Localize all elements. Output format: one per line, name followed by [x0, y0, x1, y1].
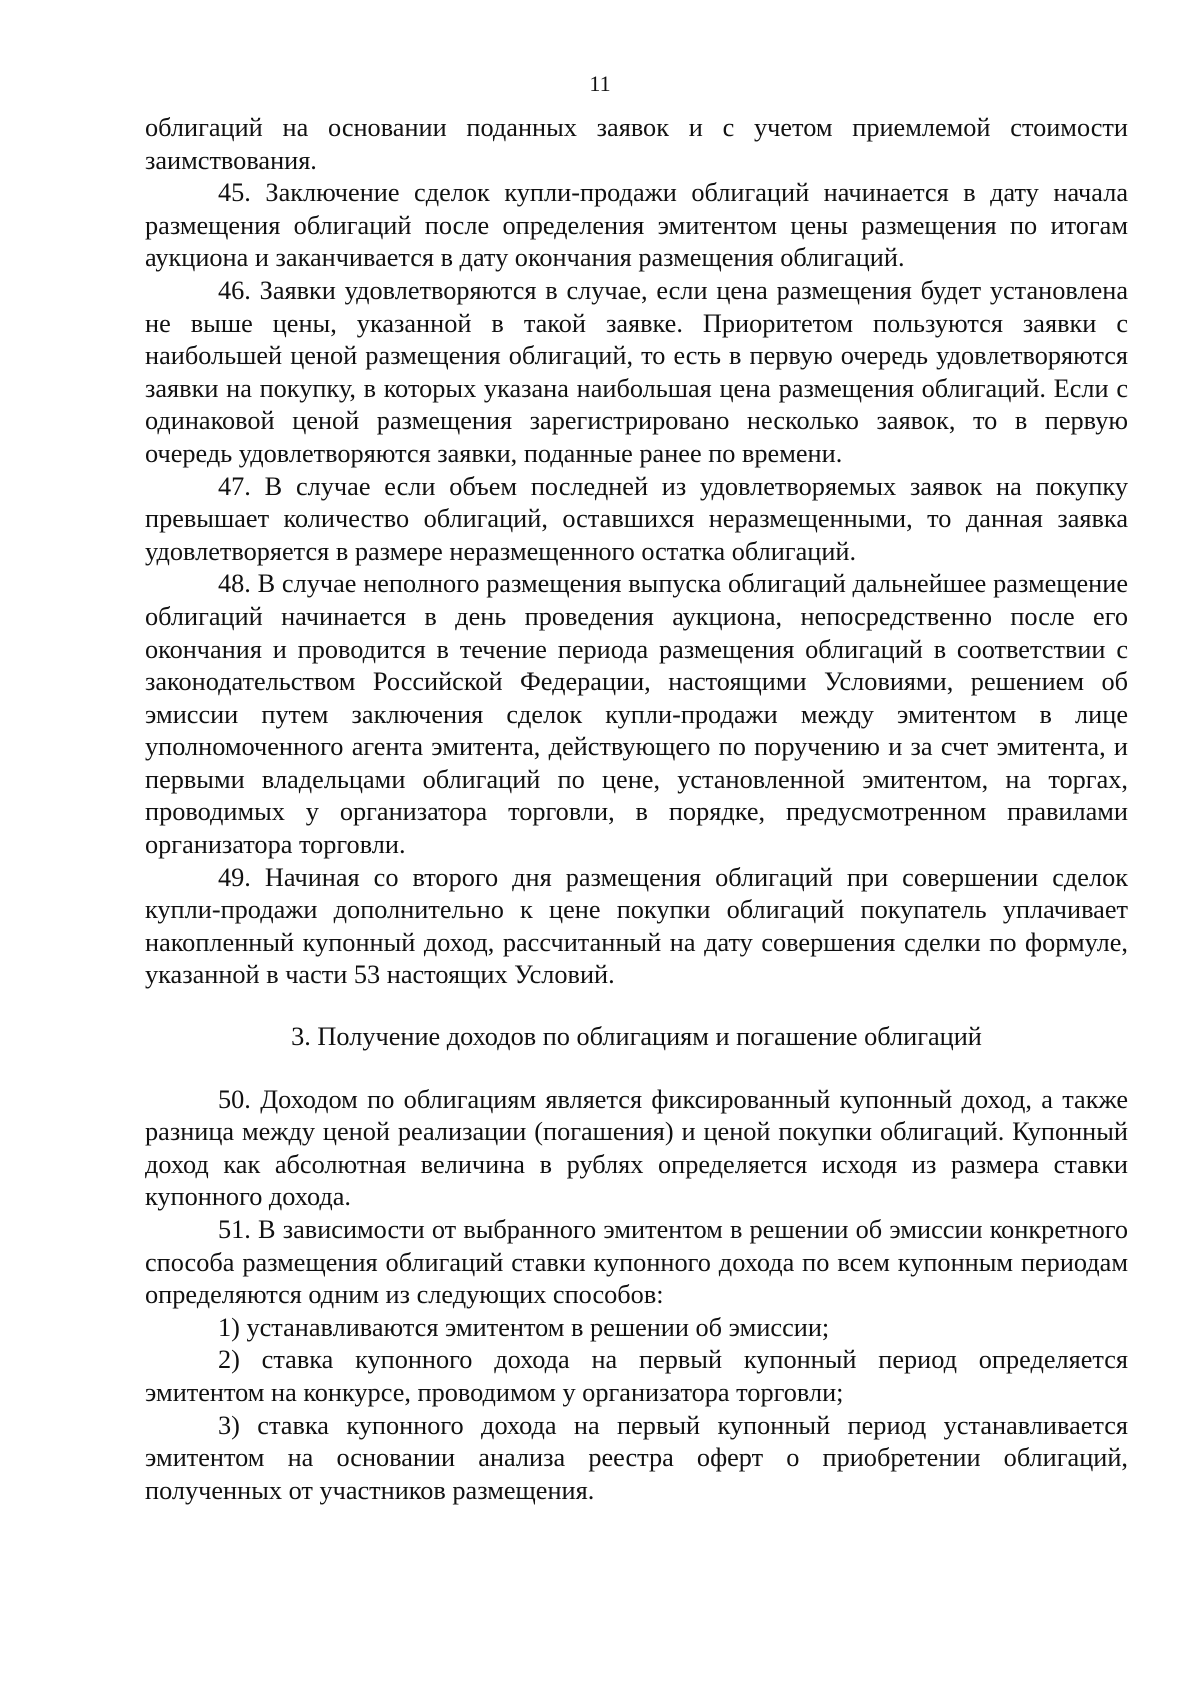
paragraph-45: 45. Заключение сделок купли-продажи облигаций начинается в дату начала размещения облигаций после определения эмитентом цены размещения по итогам аукциона и заканчивается в дату окончания размещения облигаций. — [145, 178, 1128, 273]
paragraph-46: 46. Заявки удовлетворяются в случае, если цена размещения будет установлена не выше цены, указанной в такой заявке. Приоритетом пользуются заявки с наибольшей ценой размещения облигаций, то есть в первую очередь удовлетворяются заявки на покупку, в которых указана наибольшая цена размещения облигаций. Если с одинаковой ценой размещения зарегистрировано несколько заявок, то в первую очередь удовлетворяются заявки, поданные ранее по времени. — [145, 275, 1128, 468]
list-item-2: 2) ставка купонного дохода на первый купонный период определяется эмитентом на конкурсе, проводимом у организатора торговли; — [145, 1345, 1128, 1407]
paragraph-49: 49. Начиная со второго дня размещения облигаций при совершении сделок купли-продажи дополнительно к цене покупки облигаций покупатель уплачивает накопленный купонный доход, рассчитанный на дату совершения сделки по формуле, указанной в части 53 настоящих Условий. — [145, 862, 1128, 990]
list-item-3: 3) ставка купонного дохода на первый купонный период устанавливается эмитентом на основании анализа реестра оферт о приобретении облигаций, полученных от участников размещения. — [145, 1410, 1128, 1505]
page-number: 11 — [589, 71, 611, 96]
paragraph-51: 51. В зависимости от выбранного эмитентом в решении об эмиссии конкретного способа размещения облигаций ставки купонного дохода по всем купонным периодам определяются одним из следующих способов: — [145, 1215, 1128, 1310]
paragraph-continuation: облигаций на основании поданных заявок и с учетом приемлемой стоимости заимствования. — [145, 113, 1128, 175]
list-item-1: 1) устанавливаются эмитентом в решении об эмиссии; — [218, 1312, 830, 1342]
paragraph-47: 47. В случае если объем последней из удовлетворяемых заявок на покупку превышает количество облигаций, оставшихся неразмещенными, то данная заявка удовлетворяется в размере неразмещенного остатка облигаций. — [145, 471, 1128, 566]
document-body — [145, 112, 1128, 1507]
paragraph-50: 50. Доходом по облигациям является фиксированный купонный доход, а также разница между ценой реализации (погашения) и ценой покупки облигаций. Купонный доход как абсолютная величина в рублях определяется исходя из размера ставки купонного дохода. — [145, 1084, 1128, 1212]
section-heading: 3. Получение доходов по облигациям и погашение облигаций — [291, 1022, 982, 1052]
paragraph-48: 48. В случае неполного размещения выпуска облигаций дальнейшее размещение облигаций начинается в день проведения аукциона, непосредственно после его окончания и проводится в течение периода размещения облигаций в соответствии с законодательством Российской Федерации, настоящими Условиями, решением об эмиссии путем заключения сделок купли-продажи между эмитентом в лице уполномоченного агента эмитента, действующего по поручению и за счет эмитента, и первыми владельцами облигаций по цене, установленной эмитентом, на торгах, проводимых у организатора торговли, в порядке, предусмотренном правилами организатора торговли. — [145, 569, 1128, 860]
